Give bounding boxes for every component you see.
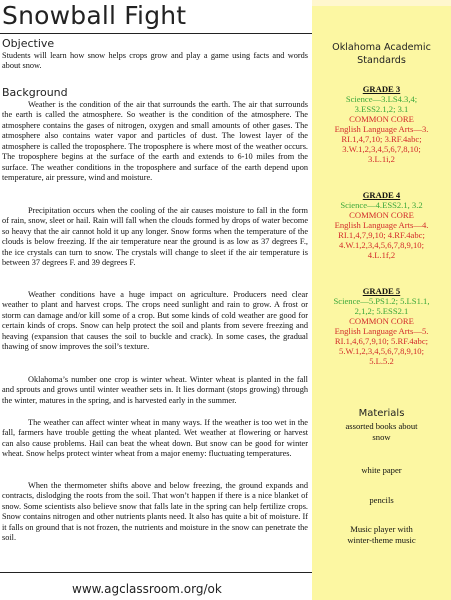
objective-heading: Objective [2,37,55,50]
background-paragraph-3: Weather conditions have a huge impact on agriculture. Producers need clear weather to plant and harvest crops. The crops need sunlight and rain to grow. A frost or storm can damage and/or kill some of a crop. But some kinds of cold weather are good for certain kinds of crops. Snow can help protect the soil and plants from severe freezing and heaving (expansion that causes the soil to buckle and crack). In some cases, the gradual thawing of snow improves the soil’s texture. [2,290,308,352]
common-core-label: COMMON CORE [349,114,414,124]
science-standard: 2,1,2; 5.ESS2.1 [354,306,409,316]
grade-label: GRADE 5 [362,286,401,296]
english-standard: English Language Arts—5. [334,326,429,336]
footer-divider [0,572,312,573]
grade-label: GRADE 3 [362,84,401,94]
materials-item: pencils [369,495,394,505]
english-standard: English Language Arts—3. [334,124,429,134]
grade-4-block [312,190,451,260]
standards-sidebar [312,0,451,600]
sidebar-heading-line2: Standards [357,55,406,66]
english-standard: 4.L.1f,2 [367,250,396,260]
materials-item: assorted books about [345,421,418,431]
english-standard: 3.L.1i,2 [368,154,395,164]
background-paragraph-5: The weather can affect winter wheat in many ways. If the weather is too wet in the fall, farmers have trouble getting the wheat planted. Wet weather at flowering or harvest can also cause problems. Hail can beat the wheat down. But snow can be good for winter wheat. Snow helps protect winter wheat from a major enemy: fluctuating temperatures. [2,418,308,459]
background-paragraph-4: Oklahoma’s number one crop is winter wheat. Winter wheat is planted in the fall and sprouts and grows until winter weather sets in. It lies dormant (stops growing) through the winter, matures in the spring, and is harvested early in the summer. [2,375,308,405]
grade-5-block [312,286,451,366]
common-core-label: COMMON CORE [349,210,414,220]
background-heading: Background [2,86,68,99]
grade-3-block [312,84,451,164]
materials-item: white paper [361,465,402,475]
english-standard: 4.W.1,2,3,4,5,6,7,8,9,10; [339,240,424,250]
english-standard: RI.1,4,6,7,9,10; 5.RF.4abc; [334,336,429,346]
background-paragraph-2: Precipitation occurs when the cooling of the air causes moisture to fall in the form of rain, snow, sleet or hail. Rain will fall when the clouds formed by drops of water become so heavy that the air cannot hold it up any longer. Snow forms when the temperature of the clouds is below freezing. If the air temperature near the ground is as low as 37 degrees F., the ice crystals can turn to snow. The crystals will change to sleet if the air temperature is between 37 degrees F. and 39 degrees F. [2,206,308,268]
english-standard: RI.1,4,7,9,10; 4.RF.4abc; [338,230,425,240]
english-standard: 3.W.1,2,3,4,5,6,7,8,10; [342,144,421,154]
science-standard: 3.ESS2.1,2; 3.1 [354,104,409,114]
background-paragraph-6: When the thermometer shifts above and below freezing, the ground expands and contracts, dislodging the roots from the soil. That won’t happen if there is a nice blanket of snow. Some scientists also believe snow that falls late in the spring can help fertilize crops. Snow contains nitrogen and other nutrients plants need. It also has quite a bit of moisture. If it falls on ground that is not frozen, the nutrients and moisture in the snow can penetrate the soil. [2,481,308,543]
background-paragraph-1: Weather is the condition of the air that surrounds the earth. The air that surrounds the earth is called the atmosphere. So weather is the condition of the atmosphere. The atmosphere contains the gases of nitrogen, oxygen and small amounts of other gases. The atmosphere also contains water vapor and particles of dust. The lowest layer of the atmosphere is called the troposphere. The troposphere is where most of the weather occurs. The troposphere begins at the surface of the earth and extends to 6-10 miles from the surface. The weather conditions in the troposphere and surface of the earth depend upon temperature, air pressure, wind and moisture. [2,100,308,183]
english-standard: 5.L.5.2 [369,356,394,366]
science-standard: Science—3.LS4.3,4; [345,94,418,104]
footer-url[interactable]: www.agclassroom.org/ok [72,582,222,596]
materials-heading: Materials [358,408,405,419]
english-standard: 5.W.1,2,3,4,5,6,7,8,9,10; [339,346,424,356]
science-standard: Science—4.ESS2.1, 3.2 [340,200,423,210]
english-standard: English Language Arts—4. [334,220,429,230]
objective-text: Students will learn how snow helps crops grow and play a game using facts and words about snow. [2,51,308,71]
materials-item: winter-theme music [347,535,416,545]
sidebar-heading-line1: Oklahoma Academic [332,42,431,53]
title-divider [0,33,312,34]
common-core-label: COMMON CORE [349,316,414,326]
materials-item: Music player with [350,524,413,534]
english-standard: RI.1,4,7,10; 3.RF.4abc; [341,134,422,144]
page-title: Snowball Fight [2,1,187,30]
science-standard: Science—5.PS1.2; 5.LS1.1, [333,296,430,306]
materials-item: snow [372,432,391,442]
sidebar-top-stripe [312,0,451,6]
grade-label: GRADE 4 [362,190,401,200]
